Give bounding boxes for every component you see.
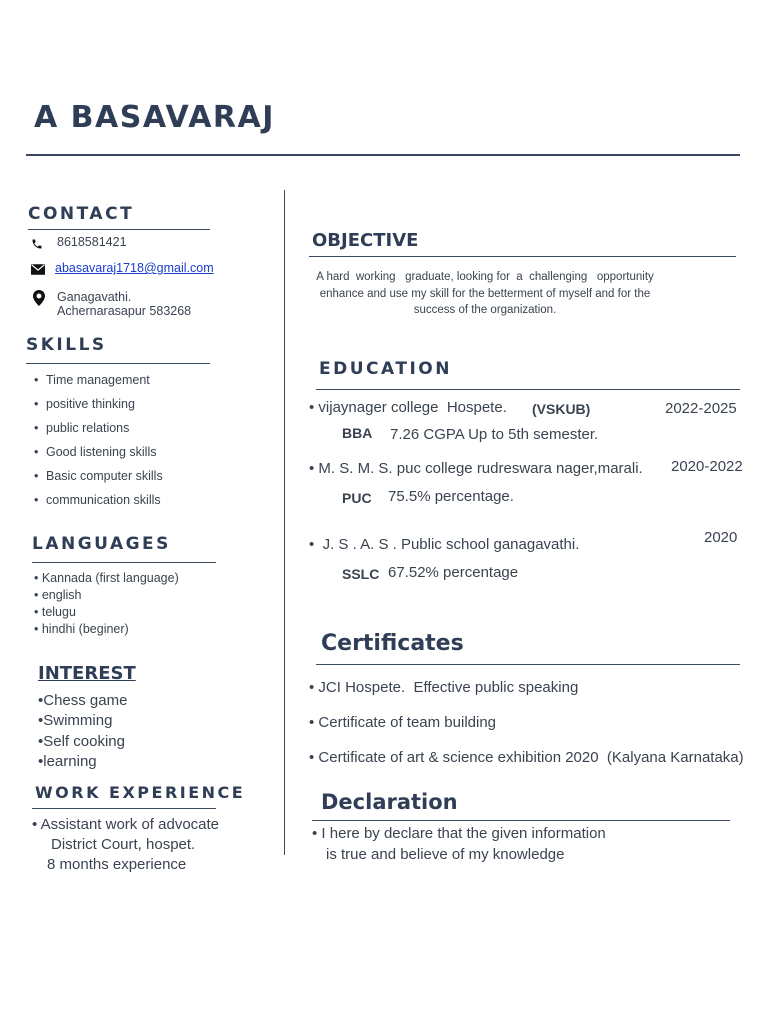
certificate-item: • Certificate of team building — [309, 714, 497, 731]
certificate-item: • JCI Hospete. Effective public speaking — [309, 679, 579, 696]
education-detail: 67.52% percentage — [388, 564, 519, 581]
contact-phone: 8618581421 — [57, 235, 127, 249]
work-heading: WORK EXPERIENCE — [35, 783, 246, 802]
interest-heading: INTEREST — [38, 663, 136, 684]
skill-item: communication skills — [46, 493, 161, 507]
interest-item: •Self cooking — [38, 733, 125, 750]
certificates-divider — [316, 664, 740, 665]
education-level: BBA — [342, 425, 373, 441]
education-level: PUC — [342, 490, 372, 506]
declaration-divider — [312, 820, 730, 821]
education-detail: 75.5% percentage. — [388, 488, 514, 505]
certificates-heading: Certificates — [321, 631, 464, 656]
education-level: SSLC — [342, 566, 380, 582]
education-heading: EDUCATION — [319, 359, 452, 379]
languages-divider — [32, 562, 216, 563]
education-affiliation: (VSKUB) — [532, 401, 591, 417]
declaration-heading: Declaration — [321, 790, 458, 814]
skill-bullet: • — [34, 397, 39, 411]
declaration-line1: • I here by declare that the given information — [312, 825, 606, 842]
skill-bullet: • — [34, 445, 39, 459]
header-divider — [26, 154, 740, 156]
skill-bullet: • — [34, 421, 39, 435]
objective-line: A hard working graduate, looking for a challenging opportunity — [316, 271, 654, 283]
column-divider — [284, 190, 285, 855]
skill-item: public relations — [46, 421, 130, 435]
skill-item: Good listening skills — [46, 445, 157, 459]
work-line2: District Court, hospet. — [51, 836, 196, 853]
skill-bullet: • — [34, 493, 39, 507]
contact-divider — [28, 229, 210, 230]
interest-item: •learning — [38, 753, 97, 770]
objective-heading: OBJECTIVE — [312, 230, 419, 251]
work-line3: 8 months experience — [47, 856, 187, 873]
languages-heading: LANGUAGES — [32, 534, 171, 554]
education-institution: • J. S . A. S . Public school ganagavathi. — [309, 536, 580, 553]
objective-text — [295, 269, 675, 319]
education-institution: • M. S. M. S. puc college rudreswara nager,marali. — [309, 460, 643, 477]
mail-icon — [31, 264, 45, 275]
objective-divider — [309, 256, 736, 257]
declaration-line2: is true and believe of my knowledge — [326, 846, 565, 863]
skill-bullet: • — [34, 373, 39, 387]
location-pin-icon — [33, 290, 45, 306]
work-line1: • Assistant work of advocate — [32, 816, 220, 833]
interest-item: •Swimming — [38, 712, 113, 729]
phone-icon — [31, 238, 43, 250]
contact-address-line2: Achernarasapur 583268 — [57, 304, 192, 318]
contact-address-line1: Ganagavathi. — [57, 290, 132, 304]
interest-item: •Chess game — [38, 692, 128, 709]
education-institution: • vijaynager college Hospete. — [309, 399, 507, 416]
skill-bullet: • — [34, 469, 39, 483]
education-divider — [316, 389, 740, 390]
skill-item: positive thinking — [46, 397, 135, 411]
education-years: 2022-2025 — [665, 400, 737, 417]
certificate-item: • Certificate of art & science exhibition 2020 (Kalyana Karnataka) — [309, 749, 744, 766]
language-item: • english — [34, 588, 82, 602]
education-years: 2020-2022 — [671, 458, 743, 475]
language-item: • telugu — [34, 605, 76, 619]
education-years: 2020 — [704, 529, 738, 546]
education-detail: 7.26 CGPA Up to 5th semester. — [390, 426, 599, 443]
objective-line: success of the organization. — [413, 304, 557, 316]
skill-item: Time management — [46, 373, 150, 387]
skills-divider — [26, 363, 210, 364]
contact-heading: CONTACT — [28, 204, 135, 224]
skills-heading: SKILLS — [26, 335, 107, 355]
contact-email-link[interactable]: abasavaraj1718@gmail.com — [55, 261, 214, 275]
language-item: • Kannada (first language) — [34, 571, 179, 585]
skill-item: Basic computer skills — [46, 469, 163, 483]
resume-name: A BASAVARAJ — [34, 100, 275, 135]
language-item: • hindhi (beginer) — [34, 622, 129, 636]
work-divider — [32, 808, 216, 809]
objective-line: enhance and use my skill for the betterment of myself and for the — [319, 287, 651, 300]
